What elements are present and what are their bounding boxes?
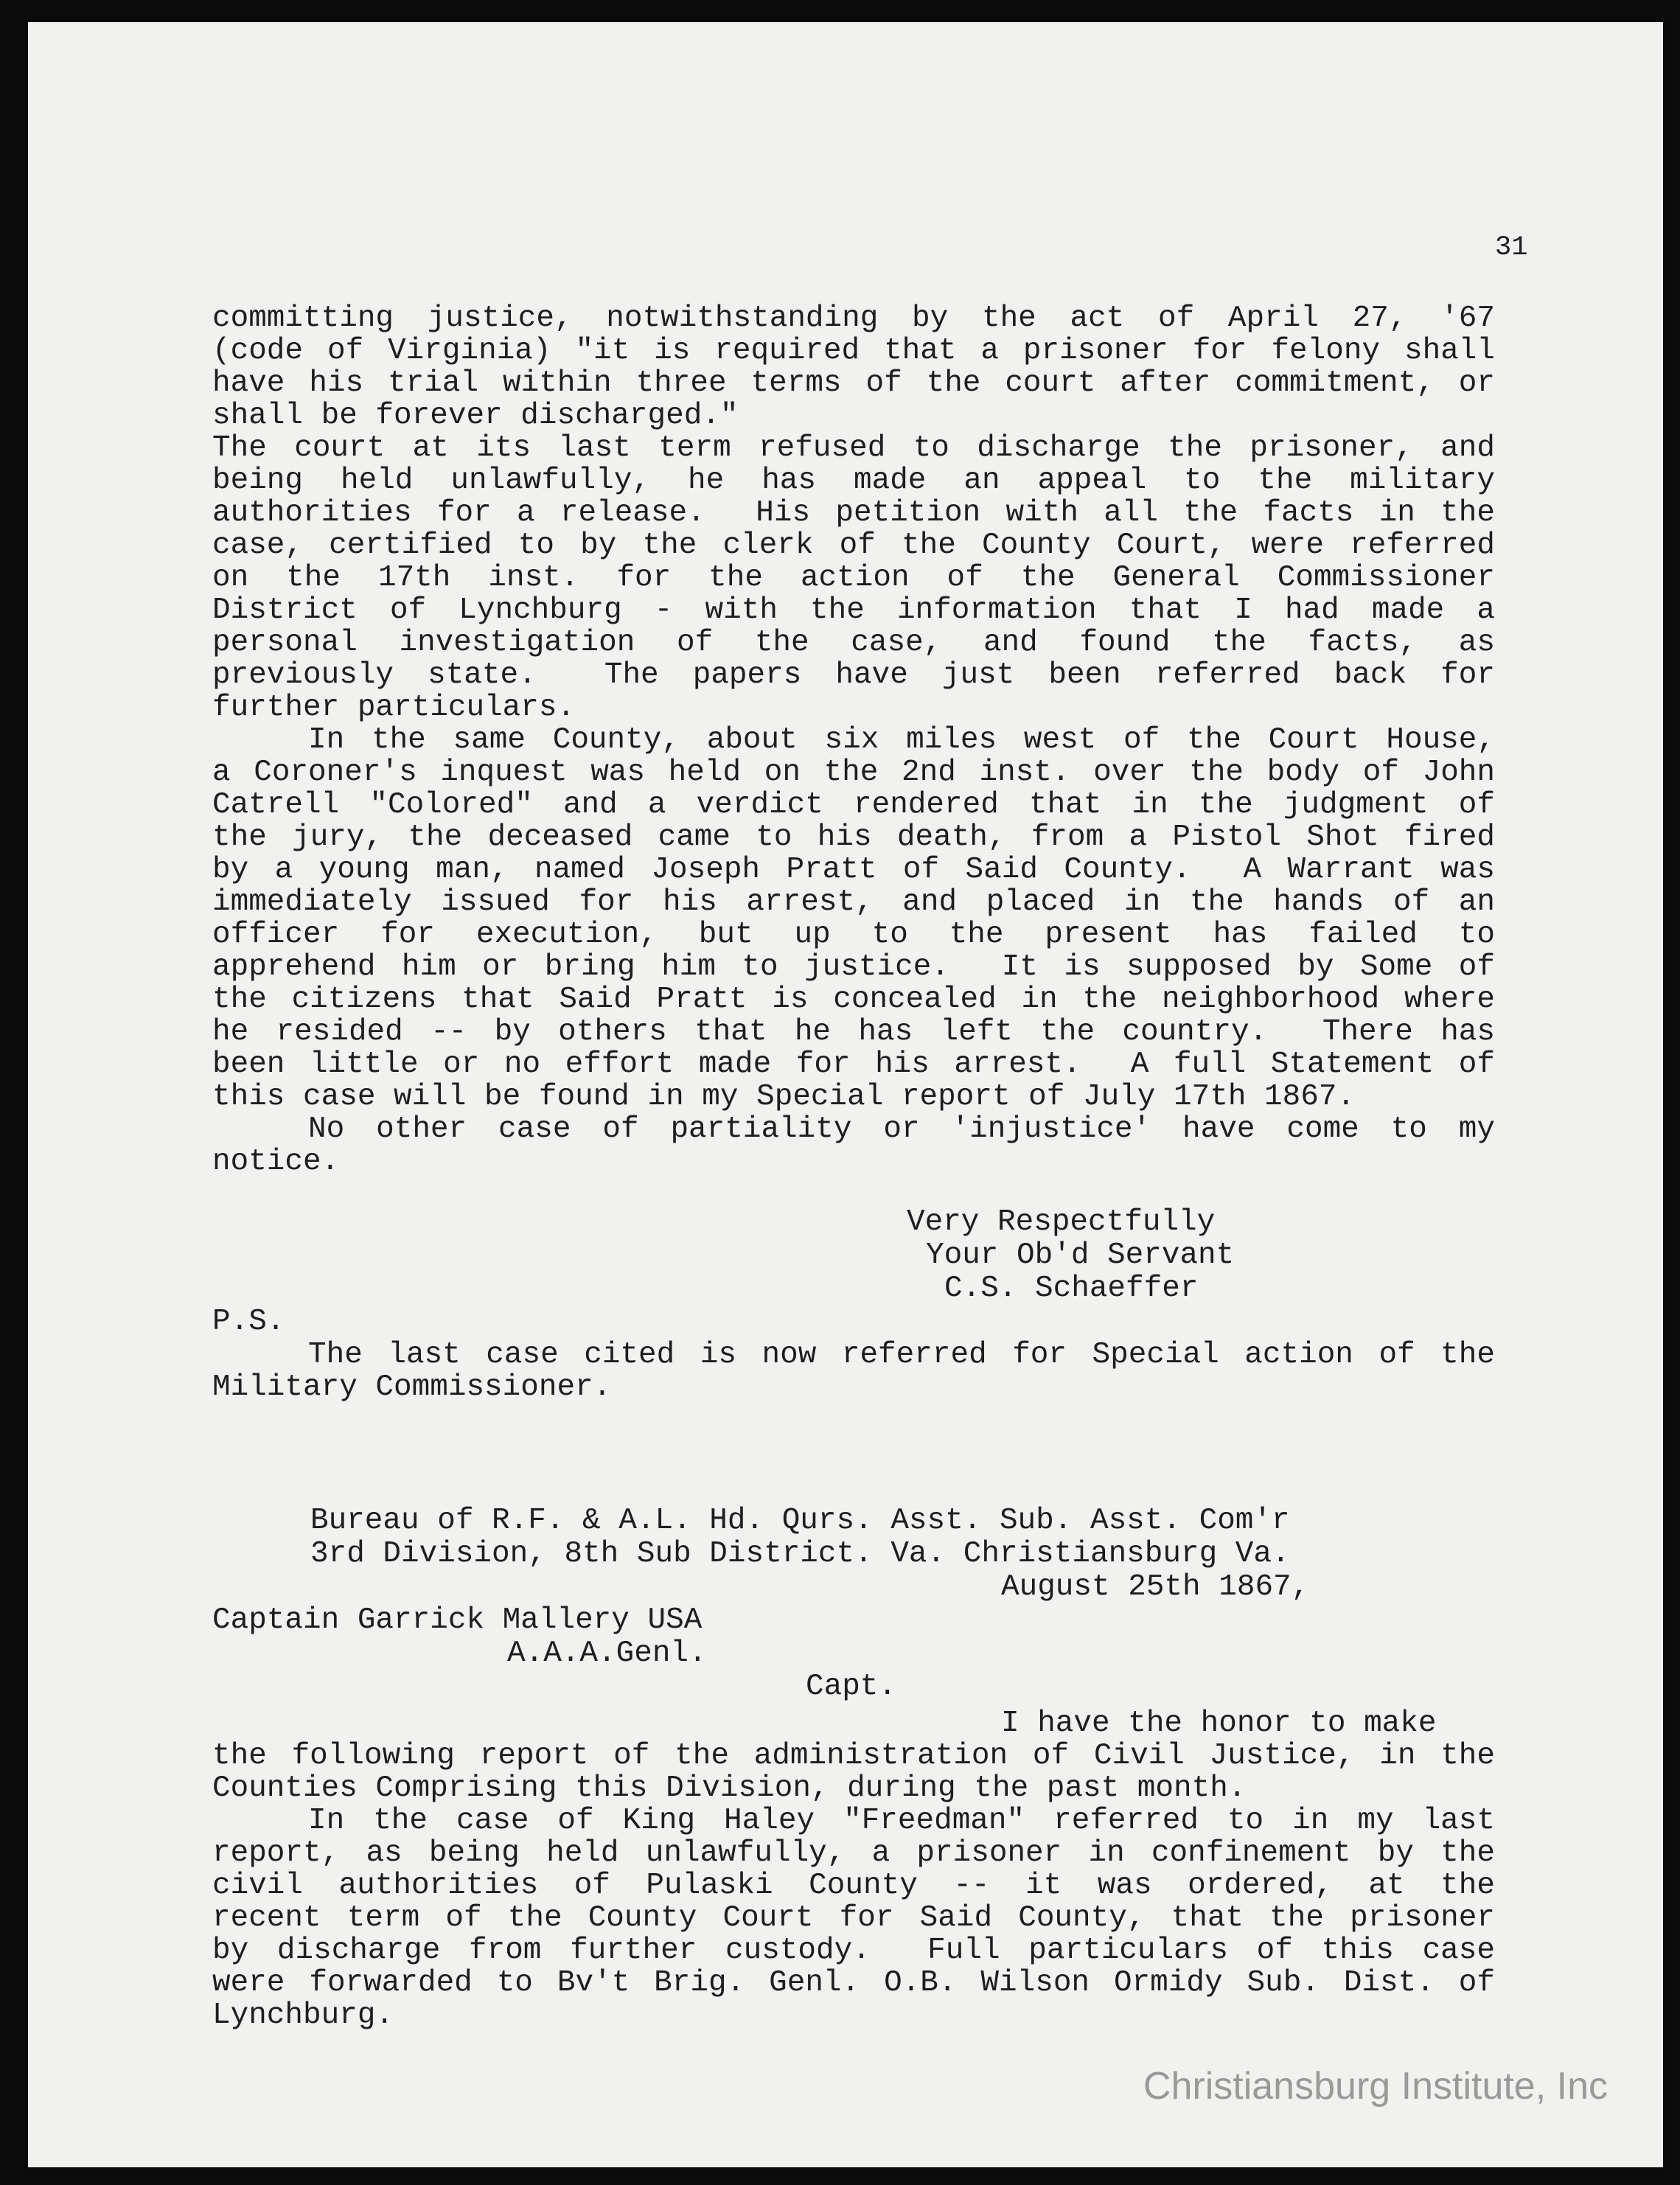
text-line: this case will be found in my Special report of July 17th 1867.: [212, 1080, 1356, 1114]
text-line: on the 17th inst. for the action of the General Commissioner: [212, 561, 1495, 595]
text-line: by a young man, named Joseph Pratt of Said County. A Warrant was: [212, 853, 1495, 887]
text-line: being held unlawfully, he has made an appeal to the military: [212, 464, 1495, 498]
text-line: committing justice, notwithstanding by the act of April 27, '67: [212, 302, 1495, 335]
addressee: Captain Garrick Mallery USA: [212, 1603, 703, 1637]
text-line: recent term of the County Court for Said County, that the prisoner: [212, 1901, 1495, 1935]
text-line: the citizens that Said Pratt is concealed in the neighborhood where: [212, 983, 1495, 1017]
text-line: Counties Comprising this Division, during the past month.: [212, 1771, 1247, 1805]
text-line: the jury, the deceased came to his death, from a Pistol Shot fired: [212, 820, 1495, 854]
closing-line-1: Very Respectfully: [907, 1205, 1216, 1239]
text-line: In the case of King Haley "Freedman" referred to in my last: [308, 1804, 1495, 1838]
text-line: No other case of partiality or 'injustice' have come to my: [308, 1112, 1495, 1146]
text-line: were forwarded to Bv't Brig. Genl. O.B. Wilson Ormidy Sub. Dist. of: [212, 1966, 1495, 2000]
text-line: case, certified to by the clerk of the County Court, were referred: [212, 529, 1495, 562]
text-line: by discharge from further custody. Full particulars of this case: [212, 1934, 1495, 1968]
text-line: civil authorities of Pulaski County -- it was ordered, at the: [212, 1869, 1495, 1903]
opening-line: I have the honor to make: [1001, 1707, 1437, 1740]
text-line: have his trial within three terms of the court after commitment, or: [212, 366, 1495, 400]
text-line: immediately issued for his arrest, and placed in the hands of an: [212, 885, 1495, 919]
letter-header-2: 3rd Division, 8th Sub District. Va. Christiansburg Va.: [310, 1537, 1290, 1571]
page-content: [28, 22, 1663, 2167]
ps-label: P.S.: [212, 1305, 285, 1339]
closing-line-2: Your Ob'd Servant: [926, 1238, 1235, 1272]
ps-body: [212, 1339, 1495, 1404]
text-line: personal investigation of the case, and found the facts, as: [212, 626, 1495, 660]
text-line: notice.: [212, 1145, 340, 1179]
page-number: 31: [1495, 232, 1528, 263]
text-line: The court at its last term refused to discharge the prisoner, and: [212, 431, 1495, 465]
letter-header-1: Bureau of R.F. & A.L. Hd. Qurs. Asst. Sub. Asst. Com'r: [310, 1504, 1290, 1538]
text-line: been little or no effort made for his arrest. A full Statement of: [212, 1048, 1495, 1081]
text-line: he resided -- by others that he has left the country. There has: [212, 1015, 1495, 1049]
text-line: Catrell "Colored" and a verdict rendered that in the judgment of: [212, 788, 1495, 822]
text-line: shall be forever discharged.": [212, 399, 739, 433]
text-line: The last case cited is now referred for Special action of the: [308, 1338, 1495, 1372]
letter-date: August 25th 1867,: [1001, 1570, 1310, 1604]
text-line: previously state. The papers have just been referred back for: [212, 658, 1495, 692]
text-line: further particulars.: [212, 691, 576, 725]
salutation: Capt.: [806, 1670, 897, 1704]
text-line: apprehend him or bring him to justice. It is supposed by Some of: [212, 950, 1495, 984]
text-line: report, as being held unlawfully, a prisoner in confinement by the: [212, 1836, 1495, 1870]
document-page: [28, 22, 1663, 2167]
text-line: a Coroner's inquest was held on the 2nd inst. over the body of John: [212, 756, 1495, 790]
section1-body: [212, 302, 1495, 1178]
signature-name: C.S. Schaeffer: [944, 1272, 1199, 1306]
text-line: (code of Virginia) "it is required that a prisoner for felony shall: [212, 334, 1495, 368]
text-line: the following report of the administration of Civil Justice, in the: [212, 1739, 1495, 1773]
addressee-title: A.A.A.Genl.: [507, 1637, 707, 1670]
text-line: In the same County, about six miles west of the Court House,: [308, 723, 1495, 757]
text-line: Lynchburg.: [212, 1998, 394, 2032]
text-line: Military Commissioner.: [212, 1370, 612, 1404]
letter2-body: [212, 1740, 1495, 2032]
watermark: Christiansburg Institute, Inc: [1143, 2065, 1608, 2108]
text-line: officer for execution, but up to the present has failed to: [212, 918, 1495, 952]
text-line: District of Lynchburg - with the information that I had made a: [212, 593, 1495, 627]
text-line: authorities for a release. His petition with all the facts in the: [212, 496, 1495, 530]
